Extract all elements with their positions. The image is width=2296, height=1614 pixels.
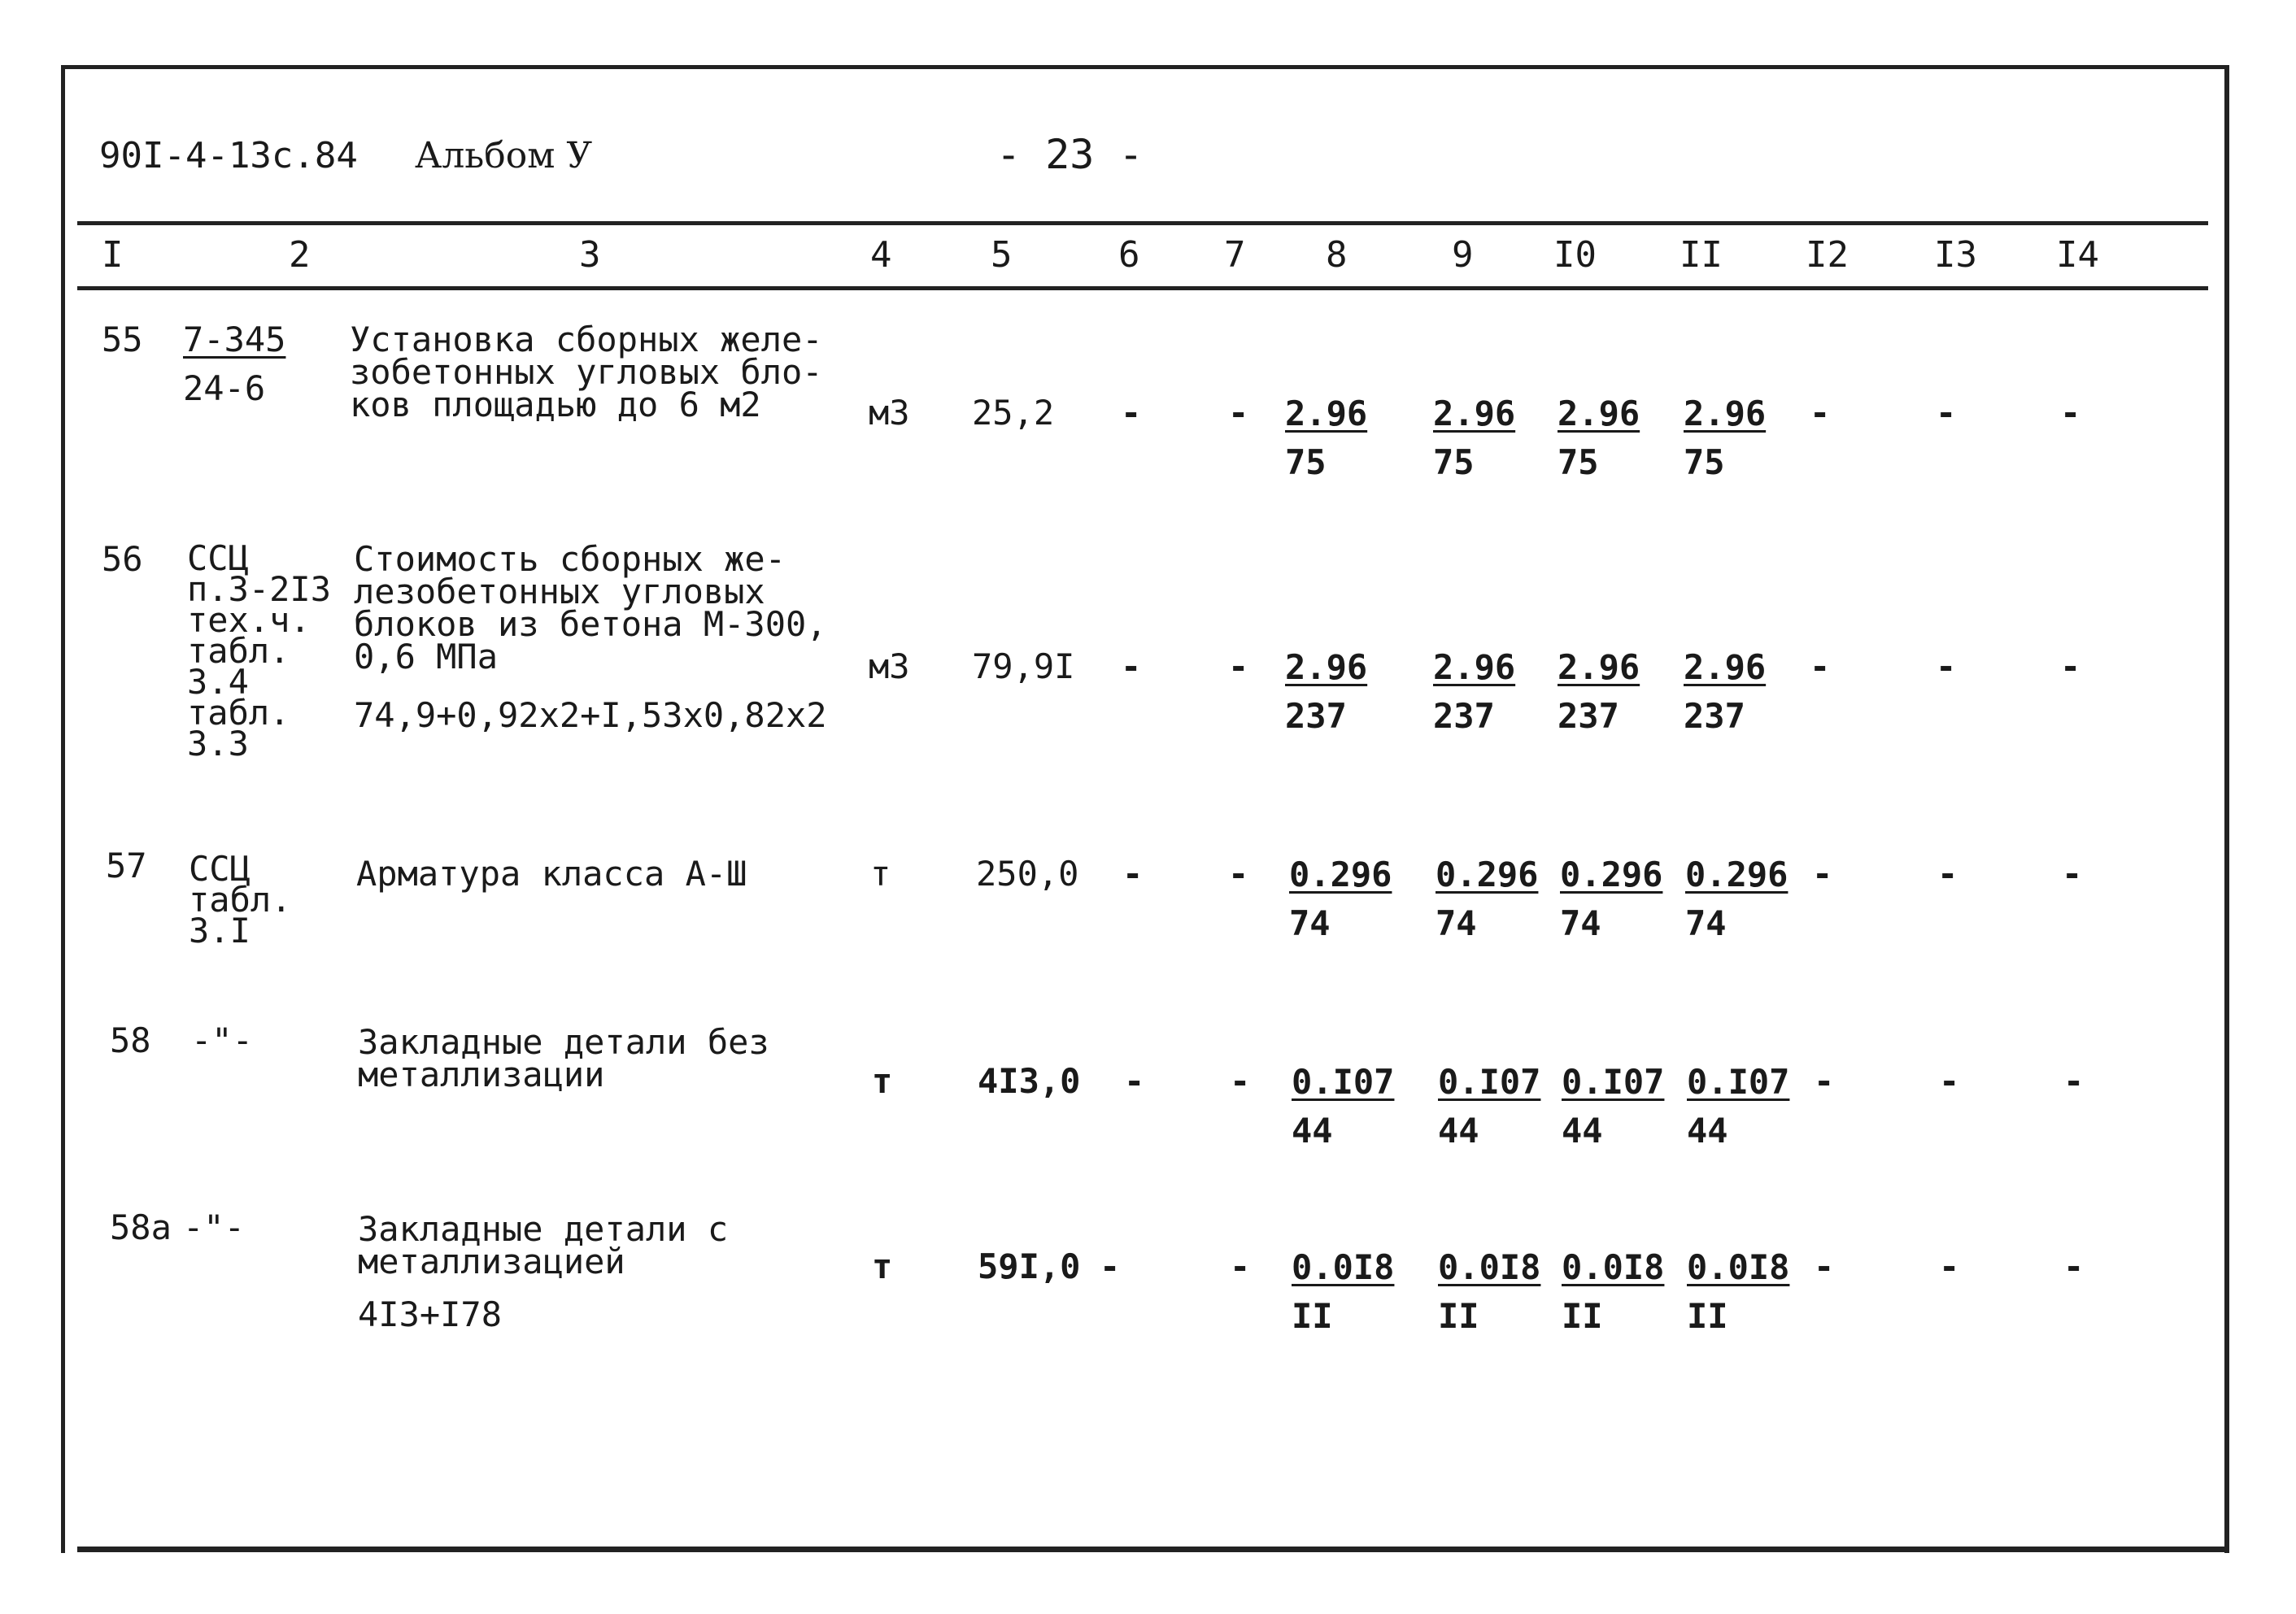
fraction-denominator: 237 bbox=[1558, 696, 1619, 736]
item-description: Стоимость сборных же- лезобетонных угловых блоков из бетона М-300, 0,6 МПа bbox=[354, 539, 827, 676]
fraction-denominator: 75 bbox=[1433, 442, 1475, 482]
fraction-denominator: 75 bbox=[1285, 442, 1327, 482]
unit: м3 bbox=[869, 646, 910, 686]
fraction-numerator: 2.96 bbox=[1285, 394, 1368, 433]
fraction-denominator: 44 bbox=[1438, 1111, 1479, 1151]
quantity-fraction bbox=[1687, 1062, 1790, 1151]
quantity-fraction bbox=[1285, 647, 1368, 736]
column-13-value: - bbox=[1936, 393, 1957, 433]
fraction-numerator: 0.0I8 bbox=[1687, 1247, 1790, 1287]
fraction-numerator: 0.I07 bbox=[1687, 1062, 1790, 1102]
quantity-fraction bbox=[1562, 1062, 1665, 1151]
unit: т bbox=[870, 854, 891, 894]
column-12-value: - bbox=[1810, 393, 1831, 433]
column-header-7: 7 bbox=[1224, 234, 1246, 276]
quantity-fraction bbox=[1438, 1247, 1541, 1336]
fraction-numerator: 0.0I8 bbox=[1438, 1247, 1541, 1287]
fraction-denominator: 74 bbox=[1289, 903, 1331, 943]
column-13-value: - bbox=[1937, 854, 1958, 894]
frame-right-border bbox=[2224, 65, 2229, 1553]
row-number: 55 bbox=[102, 320, 143, 359]
unit-price: 4I3,0 bbox=[978, 1061, 1081, 1101]
column-7-value: - bbox=[1230, 1061, 1251, 1101]
quantity-fraction bbox=[1558, 647, 1640, 736]
fraction-denominator: 237 bbox=[1684, 696, 1745, 736]
column-header-5: 5 bbox=[991, 234, 1013, 276]
column-6-value: - bbox=[1124, 1061, 1145, 1101]
column-header-6: 6 bbox=[1118, 234, 1140, 276]
column-header-2: 2 bbox=[289, 234, 311, 276]
fraction-numerator: 2.96 bbox=[1285, 647, 1368, 687]
price-formula: 74,9+0,92х2+I,53х0,82х2 bbox=[354, 695, 827, 735]
column-7-value: - bbox=[1228, 646, 1249, 686]
fraction-numerator: 0.I07 bbox=[1562, 1062, 1665, 1102]
fraction-numerator: 2.96 bbox=[1684, 394, 1767, 433]
fraction-numerator: 2.96 bbox=[1433, 394, 1516, 433]
reference-code: 7-345 bbox=[183, 320, 286, 359]
fraction-denominator: 237 bbox=[1285, 696, 1347, 736]
fraction-numerator: 0.296 bbox=[1560, 855, 1663, 894]
column-header-4: 4 bbox=[870, 234, 892, 276]
column-6-value: - bbox=[1121, 646, 1142, 686]
quantity-fraction bbox=[1292, 1247, 1395, 1336]
table-top-rule bbox=[77, 221, 2208, 225]
quantity-fraction bbox=[1292, 1062, 1395, 1151]
column-header-12: I2 bbox=[1806, 234, 1849, 276]
quantity-fraction bbox=[1687, 1247, 1790, 1336]
fraction-numerator: 0.0I8 bbox=[1292, 1247, 1395, 1287]
unit-price: 250,0 bbox=[976, 854, 1079, 894]
unit: м3 bbox=[869, 393, 910, 433]
column-header-3: 3 bbox=[579, 234, 601, 276]
reference-code: ССЦ п.3-2I3 тех.ч. табл. 3.4 табл. 3.3 bbox=[187, 538, 332, 763]
fraction-denominator: II bbox=[1292, 1296, 1333, 1336]
fraction-numerator: 0.0I8 bbox=[1562, 1247, 1665, 1287]
row-number: 58а bbox=[110, 1207, 172, 1247]
unit-price: 59I,0 bbox=[978, 1246, 1081, 1286]
column-header-1: I bbox=[102, 234, 124, 276]
reference-code: -"- bbox=[191, 1020, 253, 1060]
frame-bottom-border bbox=[77, 1547, 2229, 1552]
column-14-value: - bbox=[2060, 393, 2081, 433]
quantity-fraction bbox=[1433, 647, 1516, 736]
fraction-numerator: 0.I07 bbox=[1438, 1062, 1541, 1102]
item-description: Установка сборных желе- зобетонных угловых бло- ков площадью до 6 м2 bbox=[350, 320, 823, 424]
reference-code: ССЦ табл. 3.I bbox=[189, 849, 292, 951]
quantity-fraction bbox=[1285, 394, 1368, 482]
column-12-value: - bbox=[1810, 646, 1831, 686]
column-6-value: - bbox=[1121, 393, 1142, 433]
column-header-9: 9 bbox=[1452, 234, 1474, 276]
fraction-numerator: 0.I07 bbox=[1292, 1062, 1395, 1102]
column-14-value: - bbox=[2062, 854, 2083, 894]
album-label: Альбом У bbox=[415, 135, 593, 176]
fraction-denominator: 75 bbox=[1684, 442, 1725, 482]
fraction-denominator: II bbox=[1562, 1296, 1603, 1336]
column-header-8: 8 bbox=[1326, 234, 1348, 276]
column-13-value: - bbox=[1939, 1061, 1960, 1101]
column-13-value: - bbox=[1936, 646, 1957, 686]
column-7-value: - bbox=[1228, 854, 1249, 894]
unit-price: 25,2 bbox=[972, 393, 1055, 433]
item-description: Арматура класса А-Ш bbox=[356, 854, 747, 894]
column-header-13: I3 bbox=[1934, 234, 1977, 276]
frame-left-border bbox=[61, 65, 65, 1553]
quantity-fraction bbox=[1436, 855, 1539, 943]
column-12-value: - bbox=[1814, 1246, 1835, 1286]
fraction-numerator: 0.296 bbox=[1289, 855, 1392, 894]
reference-code: -"- bbox=[183, 1207, 245, 1247]
fraction-denominator: 44 bbox=[1687, 1111, 1728, 1151]
reference-subcode: 24-6 bbox=[183, 368, 266, 408]
quantity-fraction bbox=[1438, 1062, 1541, 1151]
unit: т bbox=[872, 1246, 893, 1286]
fraction-denominator: 74 bbox=[1685, 903, 1727, 943]
fraction-denominator: II bbox=[1438, 1296, 1479, 1336]
quantity-fraction bbox=[1684, 647, 1767, 736]
column-header-14: I4 bbox=[2056, 234, 2099, 276]
quantity-fraction bbox=[1289, 855, 1392, 943]
row-number: 58 bbox=[110, 1020, 151, 1060]
fraction-denominator: 74 bbox=[1560, 903, 1601, 943]
table-header-rule bbox=[77, 286, 2208, 290]
column-13-value: - bbox=[1939, 1246, 1960, 1286]
fraction-denominator: II bbox=[1687, 1296, 1728, 1336]
fraction-numerator: 2.96 bbox=[1684, 647, 1767, 687]
fraction-denominator: 75 bbox=[1558, 442, 1599, 482]
fraction-denominator: 237 bbox=[1433, 696, 1495, 736]
fraction-denominator: 74 bbox=[1436, 903, 1477, 943]
quantity-fraction bbox=[1685, 855, 1788, 943]
page-number: - 23 - bbox=[996, 131, 1144, 178]
quantity-fraction bbox=[1560, 855, 1663, 943]
column-header-10: I0 bbox=[1553, 234, 1597, 276]
item-description: Закладные детали с металлизацией bbox=[358, 1209, 729, 1281]
column-6-value: - bbox=[1122, 854, 1144, 894]
column-14-value: - bbox=[2060, 646, 2081, 686]
unit: т bbox=[872, 1061, 893, 1101]
column-14-value: - bbox=[2063, 1061, 2085, 1101]
fraction-numerator: 0.296 bbox=[1685, 855, 1788, 894]
fraction-numerator: 2.96 bbox=[1558, 394, 1640, 433]
column-14-value: - bbox=[2063, 1246, 2085, 1286]
quantity-fraction bbox=[1562, 1247, 1665, 1336]
fraction-denominator: 44 bbox=[1562, 1111, 1603, 1151]
column-12-value: - bbox=[1812, 854, 1833, 894]
fraction-denominator: 44 bbox=[1292, 1111, 1333, 1151]
column-6-value: - bbox=[1100, 1246, 1121, 1286]
fraction-numerator: 2.96 bbox=[1558, 647, 1640, 687]
quantity-fraction bbox=[1433, 394, 1516, 482]
row-number: 57 bbox=[106, 846, 147, 885]
item-description: Закладные детали без металлизации bbox=[358, 1022, 769, 1094]
document-code: 90I-4-13с.84 bbox=[99, 135, 358, 176]
price-formula: 4I3+I78 bbox=[358, 1294, 503, 1334]
fraction-numerator: 2.96 bbox=[1433, 647, 1516, 687]
row-number: 56 bbox=[102, 539, 143, 579]
fraction-numerator: 0.296 bbox=[1436, 855, 1539, 894]
column-7-value: - bbox=[1228, 393, 1249, 433]
unit-price: 79,9I bbox=[972, 646, 1075, 686]
frame-top-border bbox=[61, 65, 2228, 69]
column-7-value: - bbox=[1230, 1246, 1251, 1286]
column-12-value: - bbox=[1814, 1061, 1835, 1101]
column-header-11: II bbox=[1680, 234, 1723, 276]
quantity-fraction bbox=[1558, 394, 1640, 482]
quantity-fraction bbox=[1684, 394, 1767, 482]
